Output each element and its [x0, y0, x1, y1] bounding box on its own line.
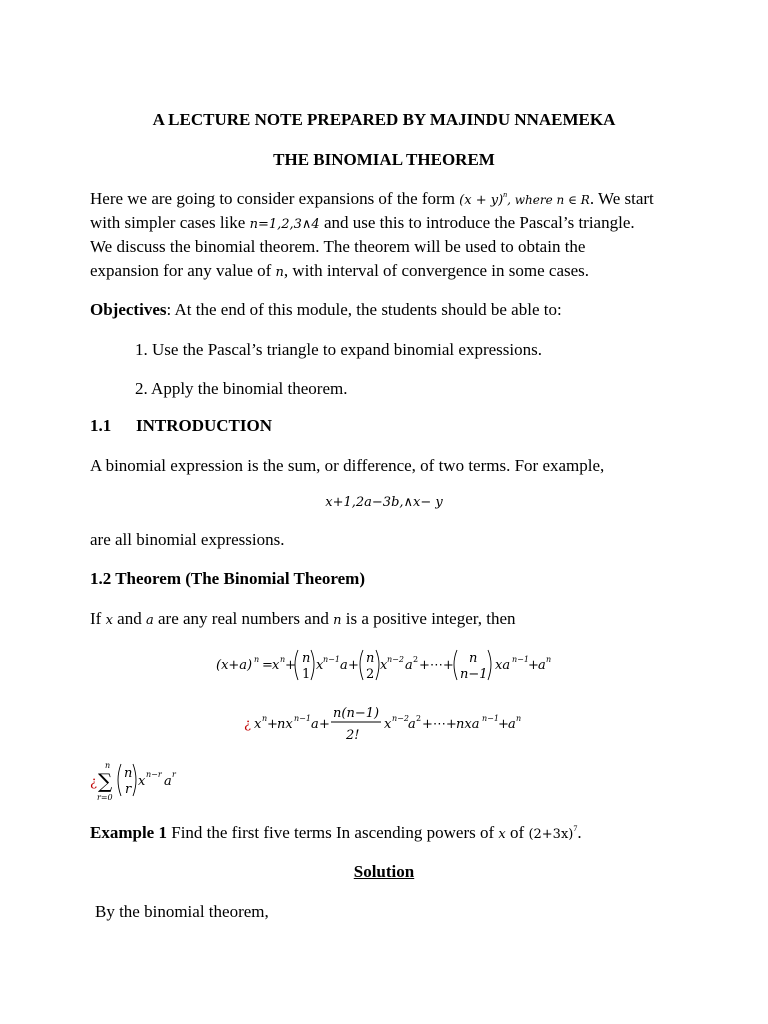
example-line: [90, 823, 582, 843]
svg-text:x: x: [380, 658, 388, 673]
example-of: of: [510, 823, 525, 842]
theorem-text: is a positive integer, then: [345, 609, 516, 628]
svg-text:n−r: n−r: [146, 770, 162, 779]
svg-text:a: a: [405, 658, 413, 673]
svg-text:r=0: r=0: [97, 793, 113, 802]
svg-text:n: n: [516, 714, 522, 723]
svg-text:2!: 2!: [346, 728, 360, 743]
svg-text:a: a: [311, 717, 319, 732]
svg-text:n−2: n−2: [387, 655, 404, 664]
svg-text:r: r: [125, 782, 132, 797]
svg-text:+: +: [528, 658, 539, 673]
intro-math-exponent: n: [503, 190, 508, 199]
section-number: 1.1: [90, 416, 112, 435]
svg-text:r: r: [172, 770, 176, 779]
svg-text:n: n: [280, 655, 286, 664]
svg-text:=: =: [262, 658, 273, 673]
svg-text:+: +: [319, 717, 330, 732]
svg-text:x: x: [316, 658, 324, 673]
theorem-statement: [90, 609, 516, 629]
intro-math-expression: (x + y): [459, 193, 504, 208]
svg-text:x: x: [138, 774, 146, 789]
intro-text: , with interval of convergence in some cases.: [283, 261, 590, 280]
intro-text: with simpler cases like: [90, 213, 246, 232]
binomial-formula-line-2: [0, 700, 768, 750]
svg-text:+⋯+: +⋯+: [419, 658, 454, 673]
objective-item-2: 2. Apply the binomial theorem.: [135, 379, 348, 398]
svg-text:n: n: [254, 655, 260, 664]
svg-text:n−2: n−2: [392, 714, 409, 723]
svg-text:n: n: [124, 766, 133, 781]
objectives-text: : At the end of this module, the students should be able to:: [166, 300, 562, 319]
binomial-sum-formula: [0, 756, 768, 806]
svg-text:x: x: [254, 717, 262, 732]
svg-text:a: a: [538, 658, 546, 673]
theorem-heading: 1.2 Theorem (The Binomial Theorem): [90, 569, 365, 588]
svg-text:a: a: [164, 774, 172, 789]
svg-text:n−1: n−1: [512, 655, 529, 664]
intro-text: expansion for any value of: [90, 261, 272, 280]
svg-text:x: x: [384, 717, 392, 732]
example-label: Example 1: [90, 823, 167, 842]
svg-text:nxa: nxa: [456, 717, 480, 732]
svg-text:n: n: [302, 651, 311, 666]
svg-text:a: a: [408, 717, 416, 732]
svg-text:n: n: [262, 714, 268, 723]
svg-text:a: a: [508, 717, 516, 732]
theorem-text: and: [117, 609, 142, 628]
binomial-formula-line-1: [0, 642, 768, 688]
svg-text:+: +: [267, 717, 278, 732]
intro-text-end: . We start: [589, 189, 654, 208]
solution-text: By the binomial theorem,: [95, 902, 269, 921]
example-math: (2+3x): [528, 827, 574, 842]
example-expressions: x+1,2a−3b,∧x− y: [325, 495, 443, 510]
svg-text:n: n: [366, 651, 375, 666]
document-subtitle: THE BINOMIAL THEOREM: [273, 150, 495, 169]
svg-text:+: +: [498, 717, 509, 732]
svg-text:n−1: n−1: [482, 714, 499, 723]
section-paragraph-2: are all binomial expressions.: [90, 530, 285, 549]
intro-math-cases: n=1,2,3∧4: [249, 217, 320, 232]
solution-heading: Solution: [353, 862, 415, 881]
objectives-label: Objectives: [90, 300, 167, 319]
svg-text:¿: ¿: [90, 775, 97, 790]
intro-text: and use this to introduce the Pascal’s triangle.: [323, 213, 635, 232]
theorem-var-a: a: [145, 613, 154, 628]
svg-text:n: n: [105, 761, 111, 770]
intro-line-3: We discuss the binomial theorem. The theorem will be used to obtain the: [90, 237, 586, 256]
svg-text:n−1: n−1: [323, 655, 340, 664]
svg-text:xa: xa: [495, 658, 511, 673]
svg-text:+: +: [285, 658, 296, 673]
document-title: A LECTURE NOTE PREPARED BY MAJINDU NNAEMEKA: [152, 110, 616, 129]
svg-text:(x+a): (x+a): [216, 658, 253, 673]
section-paragraph: A binomial expression is the sum, or difference, of two terms. For example,: [90, 456, 605, 475]
theorem-text: are any real numbers and: [157, 609, 329, 628]
svg-text:n−1: n−1: [460, 667, 488, 682]
svg-text:x: x: [272, 658, 280, 673]
svg-text:n−1: n−1: [294, 714, 311, 723]
theorem-var-n: n: [333, 613, 342, 628]
intro-line-4: [90, 261, 589, 281]
intro-text: Here we are going to consider expansions of the form: [90, 189, 455, 208]
intro-math-where: , where n ∈ R: [507, 193, 590, 207]
svg-text:n(n−1): n(n−1): [333, 706, 380, 721]
svg-text:nx: nx: [277, 717, 293, 732]
svg-text:+: +: [348, 658, 359, 673]
svg-text:¿: ¿: [244, 717, 251, 732]
svg-text:2: 2: [366, 667, 375, 682]
svg-text:n: n: [546, 655, 552, 664]
svg-text:1: 1: [302, 667, 311, 682]
intro-line-2: [90, 213, 635, 233]
example-text: Find the first five terms In ascending powers of: [171, 823, 495, 842]
svg-text:n: n: [469, 651, 478, 666]
svg-text:2: 2: [416, 714, 422, 723]
svg-text:2: 2: [413, 655, 419, 664]
example-period: .: [577, 823, 582, 842]
svg-text:+⋯+: +⋯+: [422, 717, 457, 732]
svg-text:∑: ∑: [98, 769, 113, 793]
example-var-x: x: [498, 827, 506, 842]
svg-text:a: a: [340, 658, 348, 673]
objective-item-1: 1. Use the Pascal’s triangle to expand binomial expressions.: [135, 340, 542, 359]
objectives-line: [90, 300, 562, 320]
intro-line-1: [90, 189, 654, 209]
theorem-text: If: [90, 609, 102, 628]
theorem-var-x: x: [105, 613, 113, 628]
intro-math-n: n: [275, 265, 284, 280]
section-title: INTRODUCTION: [136, 416, 273, 435]
example-exponent: 7: [573, 824, 578, 833]
